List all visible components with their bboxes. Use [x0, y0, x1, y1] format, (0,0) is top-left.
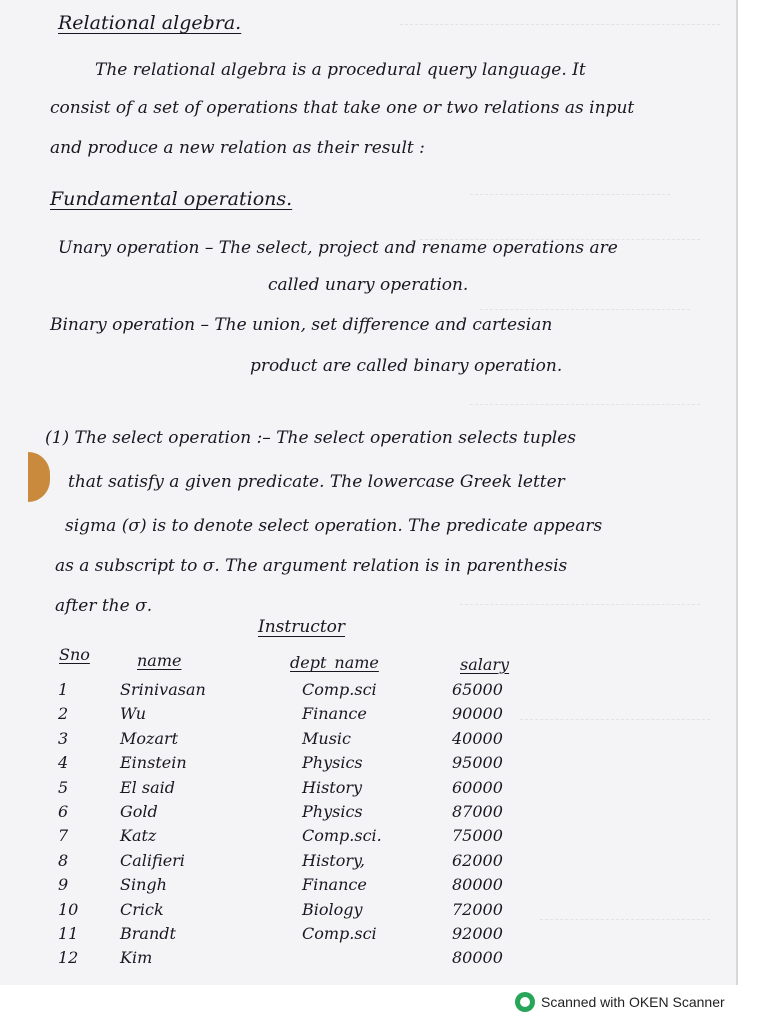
cell-dept-name: Comp.sci. — [302, 826, 382, 845]
scanner-logo-icon — [515, 992, 535, 1012]
header-salary: salary — [460, 655, 510, 674]
cell-salary: 62000 — [452, 851, 503, 870]
bleed-through-line — [470, 390, 700, 405]
unary-line-1: Unary operation – The select, project and rename operations are — [58, 238, 618, 258]
cell-salary: 40000 — [452, 729, 503, 748]
cell-salary: 80000 — [452, 875, 503, 894]
select-op-line-3: sigma (σ) is to denote select operation. The predicate appears — [65, 516, 603, 536]
cell-dept-name: History — [302, 778, 363, 797]
cell-dept-name: Finance — [302, 704, 367, 723]
cell-sno: 8 — [58, 851, 69, 870]
cell-dept-name: Comp.sci — [302, 680, 377, 699]
cell-name: Wu — [120, 704, 147, 723]
fundamental-operations-heading: Fundamental operations. — [50, 188, 293, 210]
select-op-line-5: after the σ. — [55, 596, 153, 616]
cell-sno: 9 — [58, 875, 69, 894]
bleed-through-line — [470, 180, 670, 195]
table-title: Instructor — [258, 617, 346, 637]
cell-dept-name: Music — [302, 729, 351, 748]
cell-salary: 90000 — [452, 704, 503, 723]
cell-name: Singh — [120, 875, 167, 894]
header-dept-name: dept_name — [290, 653, 379, 672]
cell-dept-name: History, — [302, 851, 365, 870]
cell-sno: 10 — [58, 900, 79, 919]
unary-line-2: called unary operation. — [268, 275, 469, 295]
cell-salary: 92000 — [452, 924, 503, 943]
select-op-line-4: as a subscript to σ. The argument relation is in parenthesis — [55, 556, 568, 576]
binary-line-2: product are called binary operation. — [250, 356, 563, 376]
bleed-through-line — [480, 295, 690, 310]
bleed-through-line — [520, 705, 710, 720]
binary-line-1: Binary operation – The union, set difference and cartesian — [50, 315, 553, 335]
bleed-through-line — [400, 10, 720, 25]
cell-dept-name: Physics — [302, 753, 363, 772]
header-name: name — [137, 651, 182, 670]
cell-salary: 75000 — [452, 826, 503, 845]
bleed-through-line — [540, 905, 710, 920]
cell-sno: 11 — [58, 924, 79, 943]
scanner-watermark — [515, 990, 725, 1014]
cell-dept-name: Biology — [302, 900, 363, 919]
cell-salary: 95000 — [452, 753, 503, 772]
cell-name: Gold — [120, 802, 158, 821]
cell-name: Crick — [120, 900, 164, 919]
cell-name: Mozart — [120, 729, 179, 748]
cell-dept-name: Physics — [302, 802, 363, 821]
bleed-through-line — [460, 590, 700, 605]
cell-sno: 6 — [58, 802, 69, 821]
cell-name: Kim — [120, 948, 153, 967]
cell-salary: 87000 — [452, 802, 503, 821]
page-title: Relational algebra. — [58, 12, 242, 34]
cell-dept-name: Comp.sci — [302, 924, 377, 943]
cell-name: Brandt — [120, 924, 176, 943]
cell-name: Einstein — [120, 753, 187, 772]
cell-sno: 1 — [58, 680, 69, 699]
cell-name: Katz — [120, 826, 157, 845]
cell-name: Srinivasan — [120, 680, 206, 699]
cell-salary: 65000 — [452, 680, 503, 699]
cell-sno: 2 — [58, 704, 69, 723]
intro-line-1: The relational algebra is a procedural query language. It — [95, 60, 586, 80]
cell-sno: 3 — [58, 729, 69, 748]
intro-line-2: consist of a set of operations that take one or two relations as input — [50, 98, 635, 118]
cell-salary: 80000 — [452, 948, 503, 967]
cell-salary: 72000 — [452, 900, 503, 919]
select-op-line-1: (1) The select operation :– The select operation selects tuples — [45, 428, 576, 448]
scanner-label: Scanned with OKEN Scanner — [541, 994, 725, 1010]
cell-name: Califieri — [120, 851, 185, 870]
intro-line-3: and produce a new relation as their result : — [50, 138, 425, 158]
cell-sno: 7 — [58, 826, 69, 845]
cell-sno: 4 — [58, 753, 69, 772]
cell-dept-name: Finance — [302, 875, 367, 894]
cell-sno: 5 — [58, 778, 69, 797]
page-edge — [736, 0, 738, 985]
header-sno: Sno — [59, 645, 90, 664]
select-op-line-2: that satisfy a given predicate. The lowercase Greek letter — [68, 472, 565, 492]
cell-salary: 60000 — [452, 778, 503, 797]
cell-sno: 12 — [58, 948, 79, 967]
cell-name: El said — [120, 778, 175, 797]
